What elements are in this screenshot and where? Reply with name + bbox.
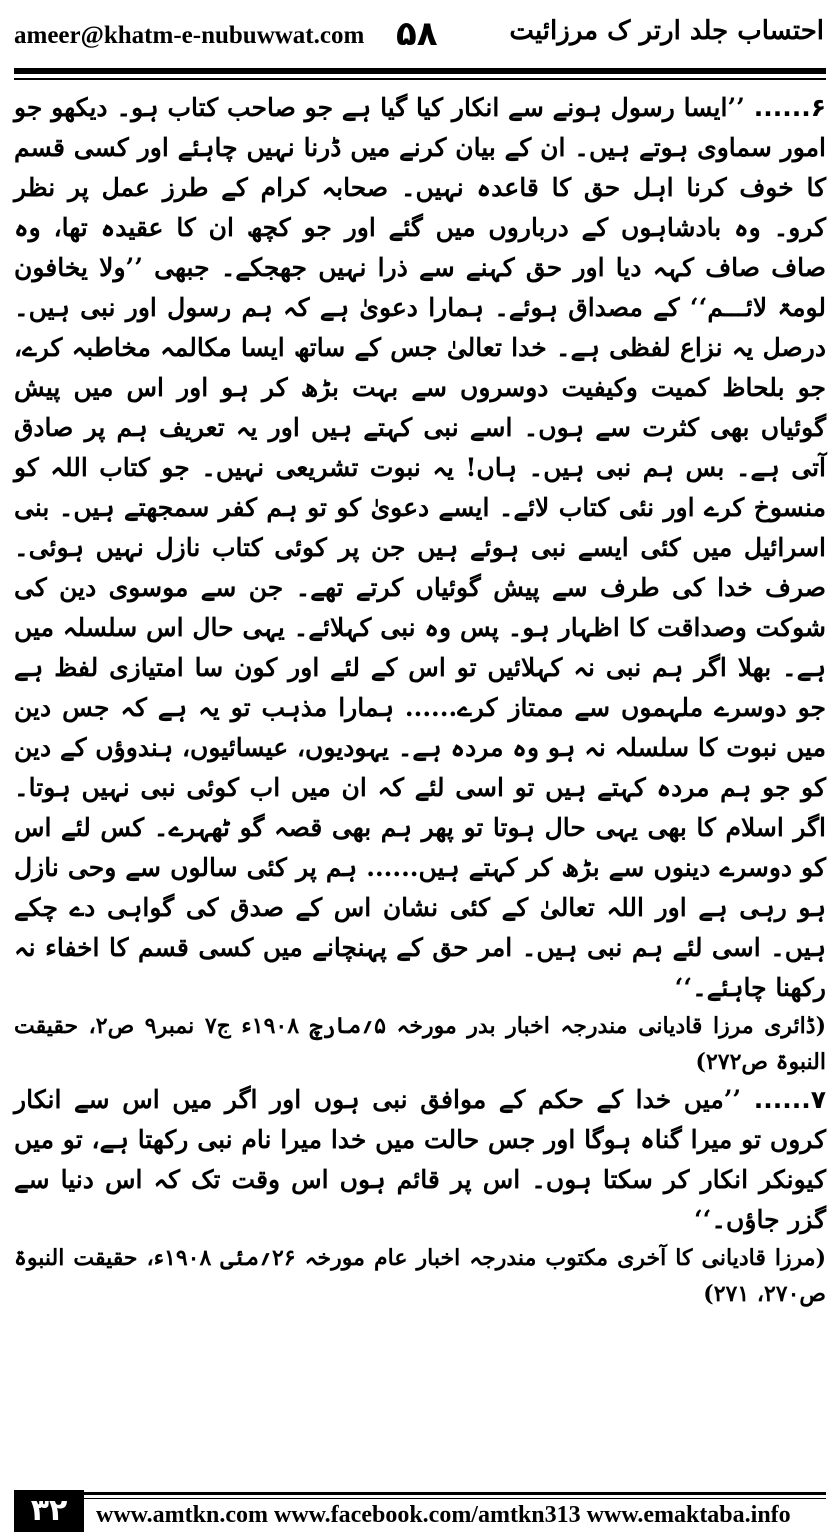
page-footer: [0, 1488, 840, 1540]
footer-page-number: ۳۲: [14, 1490, 84, 1532]
item-7-text: ’’میں خدا کے حکم کے موافق نبی ہوں اور اگر میں اس سے انکار کروں تو میرا گناہ ہوگا اور جس حالت میں خدا میرا نام نبی رکھتا ہے، تو میں کیونکر انکار کر سکتا ہوں۔ اس پر قائم ہوں اس وقت تک کہ اس دنیا سے گزر جاؤں۔‘‘: [14, 1085, 826, 1234]
footer-rule-thin: [84, 1498, 826, 1499]
item-7-number: ۷......: [753, 1085, 826, 1114]
header-email[interactable]: ameer@khatm-e-nubuwwat.com: [14, 22, 365, 49]
item-6-text: ’’ایسا رسول ہونے سے انکار کیا گیا ہے جو صاحب کتاب ہو۔ دیکھو جو امور سماوی ہوتے ہیں۔ ان کے بیان کرنے میں ڈرنا نہیں چاہئے اور کسی قسم کا خوف کرنا اہل حق کا قاعدہ نہیں۔ صحابہ کرام کے طرز عمل پر نظر کرو۔ وہ بادشاہوں کے درباروں میں گئے اور جو کچھ ان کا عقیدہ تھا، وہ صاف صاف کہہ دیا اور حق کہنے سے ذرا نہیں جھجکے۔ جبھی ’’ولا یخافون لومۃ لائـــم‘‘ کے مصداق ہوئے۔ ہمارا دعویٰ ہے کہ ہم رسول اور نبی ہیں۔ درصل یہ نزاع لفظی ہے۔ خدا تعالیٰ جس کے ساتھ ایسا مکالمہ مخاطبہ کرے، جو بلحاظ کمیت وکیفیت دوسروں سے بہت بڑھ کر ہو اور اس میں پیش گوئیاں بھی کثرت سے ہوں۔ اسے نبی کہتے ہیں اور یہ تعریف ہم پر صادق آتی ہے۔ بس ہم نبی ہیں۔ ہاں! یہ نبوت تشریعی نہیں۔ جو کتاب اللہ کو منسوخ کرے اور نئی کتاب لائے۔ ایسے دعویٰ کو تو ہم کفر سمجھتے ہیں۔ بنی اسرائیل میں کئی ایسے نبی ہوئے ہیں جن پر کوئی کتاب نازل نہیں ہوئی۔ صرف خدا کی طرف سے پیش گوئیاں کرتے تھے۔ جن سے موسوی دین کی شوکت وصداقت کا اظہار ہو۔ پس وہ نبی کہلائے۔ یہی حال اس سلسلہ میں ہے۔ بھلا اگر ہم نبی نہ کہلائیں تو اس کے لئے اور کون سا امتیازی لفظ ہے جو دوسرے ملہموں سے ممتاز کرے...... ہمارا مذہب تو یہ ہے کہ جس دین میں نبوت کا سلسلہ نہ ہو وہ مردہ ہے۔ یہودیوں، عیسائیوں، ہندوؤں کے دین کو جو ہم مردہ کہتے ہیں تو اسی لئے کہ ان میں اب کوئی نبی نہیں ہوتا۔ اگر اسلام کا بھی یہی حال ہوتا تو پھر ہم بھی قصہ گو ٹھہرے۔ کس لئے اس کو دوسرے دینوں سے بڑھ کر کہتے ہیں...... ہم پر کئی سالوں سے وحی نازل ہو رہی ہے اور اللہ تعالیٰ کے کئی نشان اس کے صدق کی گواہی دے چکے ہیں۔ اسی لئے ہم نبی ہیں۔ امر حق کے پہنچانے میں کسی قسم کا اخفاء نہ رکھنا چاہئے۔‘‘: [14, 93, 826, 1002]
paragraph-item-7: [14, 1080, 826, 1240]
citation-item-6: (ڈائری مرزا قادیانی مندرجہ اخبار بدر مورخہ ۵؍مارچ ۱۹۰۸ء ج۷ نمبر۹ ص۲، حقیقت النبوۃ ص۲۷۲): [14, 1013, 826, 1075]
header-book-title: احتساب جلد ارتر ک مرزائیت: [509, 16, 824, 46]
citation-item-7: (مرزا قادیانی کا آخری مکتوب مندرجہ اخبار عام مورخہ ۲۶؍مئی ۱۹۰۸ء، حقیقت النبوۃ ص۲۷۰، ۲۷۱): [14, 1245, 826, 1307]
page-content: [14, 88, 826, 1448]
paragraph-item-6: [14, 88, 826, 1008]
header-rule-thin: [14, 78, 826, 80]
header-page-number: ۵۸: [396, 14, 438, 54]
footer-links[interactable]: www.amtkn.com www.facebook.com/amtkn313 www.emaktaba.info: [96, 1502, 791, 1528]
page-header: [0, 0, 840, 70]
item-6-number: ۶......: [753, 93, 826, 122]
footer-rule: [84, 1492, 826, 1495]
header-rule-thick: [14, 68, 826, 74]
